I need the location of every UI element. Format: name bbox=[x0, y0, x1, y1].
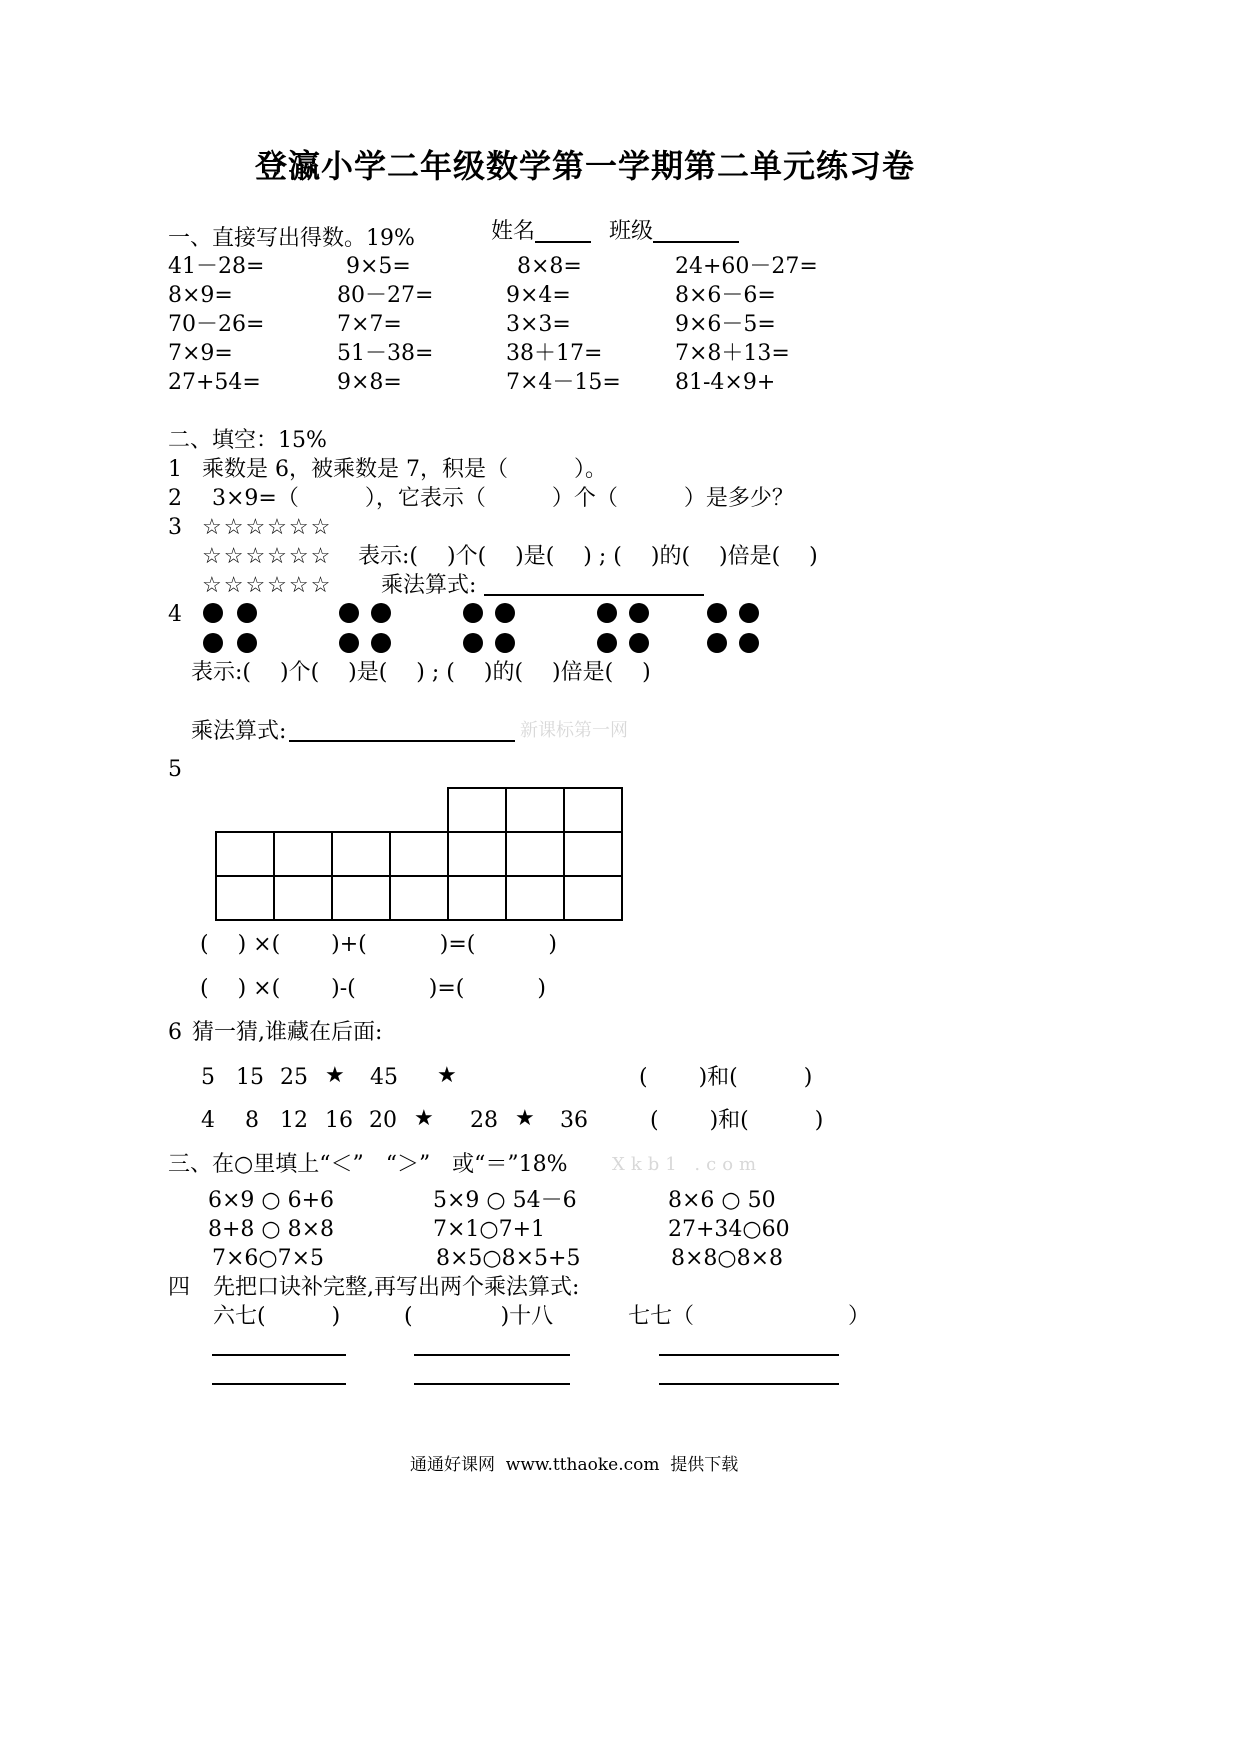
answer-line[interactable] bbox=[212, 1354, 346, 1356]
sequence-item: 20 bbox=[369, 1108, 397, 1133]
problem: 24+60－27= bbox=[675, 254, 818, 279]
dot bbox=[707, 633, 727, 653]
grid-cell bbox=[273, 831, 333, 877]
sequence-item: 28 bbox=[470, 1108, 498, 1133]
grid-cell bbox=[563, 787, 623, 833]
problem: 8×6－6= bbox=[675, 283, 776, 308]
compare-item: 8×8○8×8 bbox=[671, 1246, 784, 1271]
question-2: 3×9=（ ），它表示（ ）个（ ）是多少？ bbox=[212, 486, 794, 511]
problem: 41－28= bbox=[168, 254, 265, 279]
class-field[interactable] bbox=[595, 197, 739, 243]
dot bbox=[597, 633, 617, 653]
grid-cell bbox=[505, 831, 565, 877]
dot bbox=[371, 603, 391, 623]
star-row: ☆☆☆☆☆☆ bbox=[202, 515, 333, 540]
dot bbox=[495, 633, 515, 653]
question-number: 6 bbox=[168, 1020, 182, 1045]
name-label: 姓名 bbox=[491, 219, 536, 244]
problem: 81-4×9+ bbox=[675, 370, 776, 395]
problem: 70－26= bbox=[168, 312, 265, 337]
problem: 9×4= bbox=[506, 283, 571, 308]
sequence-star: ★ bbox=[515, 1106, 535, 1131]
dot bbox=[339, 633, 359, 653]
problem: 8×8= bbox=[517, 254, 582, 279]
grid-cell bbox=[273, 875, 333, 921]
problem: 7×4－15= bbox=[506, 370, 621, 395]
problem: 9×6－5= bbox=[675, 312, 776, 337]
sequence-item: 16 bbox=[325, 1108, 353, 1133]
compare-item: 8+8 ○ 8×8 bbox=[208, 1217, 335, 1242]
grid-cell bbox=[331, 875, 391, 921]
dot bbox=[203, 633, 223, 653]
grid-cell bbox=[447, 831, 507, 877]
sequence-item: 8 bbox=[245, 1108, 259, 1133]
question-4-represent: 表示:( )个( )是( ) ; ( )的( )倍是( ) bbox=[191, 660, 651, 685]
problem: 80－27= bbox=[337, 283, 434, 308]
problem: 7×7= bbox=[337, 312, 402, 337]
name-blank[interactable] bbox=[535, 219, 591, 243]
sequence-item: 45 bbox=[370, 1065, 398, 1090]
grid-cell bbox=[331, 831, 391, 877]
dot bbox=[339, 603, 359, 623]
footer-text: 通通好课网 www.tthaoke.com 提供下载 bbox=[410, 1455, 739, 1475]
answer-line[interactable] bbox=[414, 1354, 570, 1356]
watermark: 新课标第一网 bbox=[520, 720, 628, 741]
grid-cell bbox=[505, 875, 565, 921]
question-3-formula-label: 乘法算式: bbox=[381, 573, 477, 598]
name-field[interactable] bbox=[477, 197, 591, 243]
class-label: 班级 bbox=[609, 219, 654, 244]
question-number: 5 bbox=[168, 757, 182, 782]
question-3-formula-blank[interactable] bbox=[484, 594, 704, 596]
question-number: 2 bbox=[168, 486, 182, 511]
compare-item: 7×6○7×5 bbox=[212, 1246, 325, 1271]
problem: 3×3= bbox=[506, 312, 571, 337]
watermark: Xkb1 .com bbox=[612, 1154, 763, 1175]
question-4-formula-blank[interactable] bbox=[289, 740, 515, 742]
answer-line[interactable] bbox=[212, 1383, 346, 1385]
dot bbox=[237, 603, 257, 623]
sequence-item: 4 bbox=[201, 1108, 215, 1133]
sequence-star: ★ bbox=[437, 1063, 457, 1088]
dot bbox=[739, 633, 759, 653]
compare-item: 8×6 ○ 50 bbox=[668, 1188, 776, 1213]
dot bbox=[463, 633, 483, 653]
rhyme-item: 七七（ ） bbox=[628, 1304, 871, 1329]
problem: 9×5= bbox=[346, 254, 411, 279]
dot bbox=[597, 603, 617, 623]
answer-line[interactable] bbox=[659, 1383, 839, 1385]
sequence-item: 36 bbox=[560, 1108, 588, 1133]
dot bbox=[629, 633, 649, 653]
problem: 27+54= bbox=[168, 370, 261, 395]
rhyme-item: 六七( ) bbox=[213, 1304, 341, 1329]
question-1: 乘数是 6，被乘数是 7，积是（ ）。 bbox=[202, 457, 607, 482]
grid-cell bbox=[389, 875, 449, 921]
rhyme-item: ( )十八 bbox=[404, 1304, 554, 1329]
grid-cell bbox=[215, 875, 275, 921]
question-number: 1 bbox=[168, 457, 182, 482]
grid-cell bbox=[447, 787, 507, 833]
grid-cell bbox=[447, 875, 507, 921]
sequence-item: 15 bbox=[236, 1065, 264, 1090]
question-5-line-1: ( ) ×( )+( )=( ) bbox=[200, 932, 557, 957]
answer-line[interactable] bbox=[414, 1383, 570, 1385]
sequence-item: 5 bbox=[201, 1065, 215, 1090]
grid-cell bbox=[215, 831, 275, 877]
sequence-item: 25 bbox=[280, 1065, 308, 1090]
problem: 9×8= bbox=[337, 370, 402, 395]
sequence-item: 12 bbox=[280, 1108, 308, 1133]
question-6-answer-1: ( )和( ) bbox=[639, 1065, 813, 1090]
grid-cell bbox=[563, 831, 623, 877]
star-row: ☆☆☆☆☆☆ bbox=[202, 544, 333, 569]
question-6-answer-2: ( )和( ) bbox=[650, 1108, 824, 1133]
question-number: 4 bbox=[168, 602, 182, 627]
compare-item: 8×5○8×5+5 bbox=[436, 1246, 581, 1271]
class-blank[interactable] bbox=[653, 219, 739, 243]
dot bbox=[707, 603, 727, 623]
compare-item: 27+34○60 bbox=[668, 1217, 790, 1242]
dot bbox=[629, 603, 649, 623]
problem: 51－38= bbox=[337, 341, 434, 366]
star-row: ☆☆☆☆☆☆ bbox=[202, 573, 333, 598]
section-3-heading: 三、在○里填上“＜” “＞” 或“＝”18% bbox=[168, 1152, 568, 1177]
section-4-heading: 先把口诀补完整,再写出两个乘法算式: bbox=[213, 1275, 580, 1300]
dot bbox=[203, 603, 223, 623]
problem: 7×8＋13= bbox=[675, 341, 790, 366]
sequence-star: ★ bbox=[414, 1106, 434, 1131]
dot bbox=[739, 603, 759, 623]
section-1-heading: 一、直接写出得数。19% bbox=[168, 226, 415, 251]
dot bbox=[371, 633, 391, 653]
grid-cell bbox=[505, 787, 565, 833]
section-2-heading: 二、填空：15% bbox=[168, 428, 327, 453]
compare-item: 5×9 ○ 54－6 bbox=[433, 1188, 577, 1213]
question-6-heading: 猜一猜,谁藏在后面: bbox=[192, 1020, 383, 1045]
grid-cell bbox=[389, 831, 449, 877]
question-5-line-2: ( ) ×( )-( )=( ) bbox=[200, 976, 546, 1001]
dot bbox=[237, 633, 257, 653]
grid-cell bbox=[563, 875, 623, 921]
page-title: 登瀛小学二年级数学第一学期第二单元练习卷 bbox=[255, 147, 916, 185]
sequence-star: ★ bbox=[325, 1063, 345, 1088]
section-4-number: 四 bbox=[168, 1275, 191, 1300]
dot bbox=[495, 603, 515, 623]
question-number: 3 bbox=[168, 515, 182, 540]
dot bbox=[463, 603, 483, 623]
question-4-formula-label: 乘法算式: bbox=[191, 719, 287, 744]
problem: 38＋17= bbox=[506, 341, 603, 366]
compare-item: 6×9 ○ 6+6 bbox=[208, 1188, 335, 1213]
problem: 8×9= bbox=[168, 283, 233, 308]
problem: 7×9= bbox=[168, 341, 233, 366]
question-3-represent: 表示:( )个( )是( ) ; ( )的( )倍是( ) bbox=[358, 544, 818, 569]
compare-item: 7×1○7+1 bbox=[433, 1217, 546, 1242]
answer-line[interactable] bbox=[659, 1354, 839, 1356]
